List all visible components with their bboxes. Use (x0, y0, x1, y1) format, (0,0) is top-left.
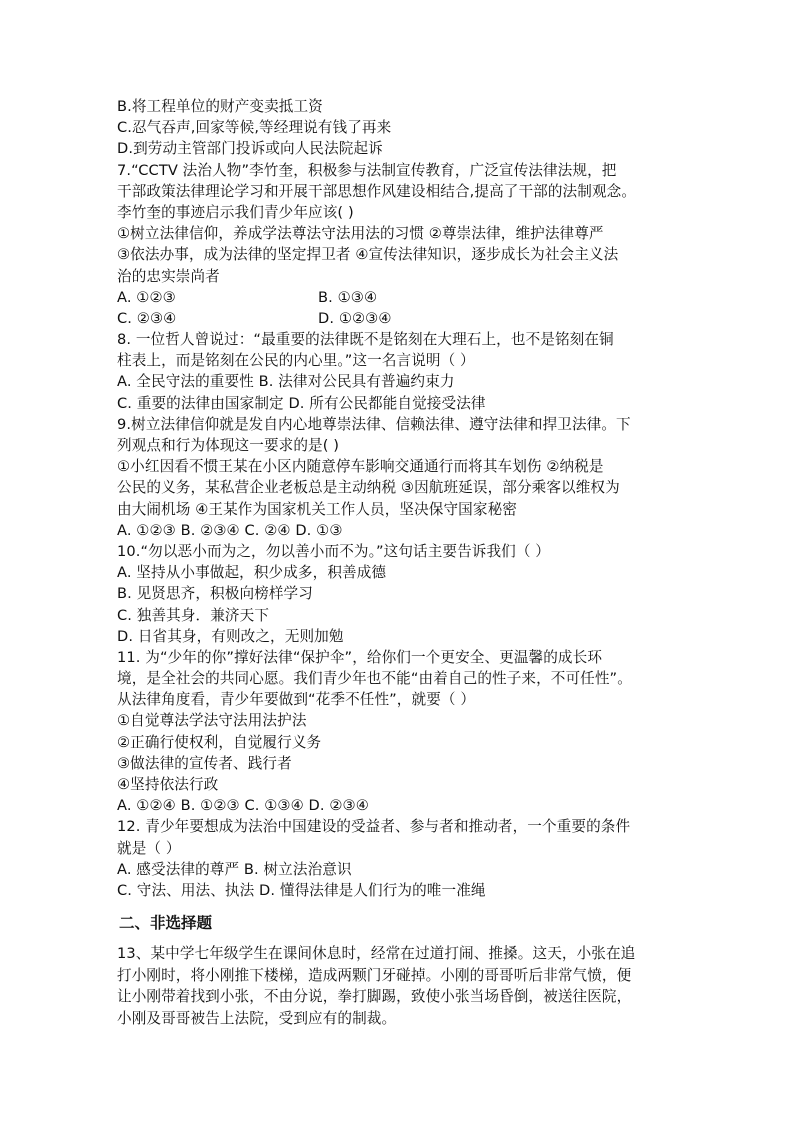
question-text-line: 就是（ ） (117, 839, 181, 857)
question-9 (117, 414, 687, 541)
question-text-line: 列观点和行为体现这一要求的是( ) (117, 437, 340, 454)
question-13 (117, 943, 687, 1029)
question-text-line: ③依法办事，成为法律的坚定捍卫者 ④宣传法律知识，逐步成长为社会主义法 (117, 246, 619, 264)
question-text-line: 从法律角度看，青少年要做到“花季不任性”，就要（ ） (117, 691, 476, 709)
question-10 (117, 541, 687, 647)
question-6-options (117, 96, 687, 160)
option-a: A. 坚持从小事做起，积少成多，积善成德 (117, 564, 387, 582)
question-text-line: 10.“勿以恶小而为之，勿以善小而不为。”这句话主要告诉我们（ ） (117, 542, 551, 560)
option-row: A. 全民守法的重要性 B. 法律对公民具有普遍约束力 (117, 373, 455, 391)
option-row: C. 守法、用法、执法 D. 懂得法律是人们行为的唯一准绳 (117, 881, 486, 899)
question-text-line: 13、某中学七年级学生在课间休息时，经常在过道打闹、推搡。这天，小张在追 (117, 945, 636, 963)
option-c: C.忍气吞声,回家等候,等经理说有钱了再来 (117, 119, 392, 137)
option-d: D. 日省其身，有则改之，无则加勉 (117, 627, 344, 645)
option-b: B. ①③④ (318, 288, 378, 306)
question-7 (117, 160, 687, 330)
question-text-line: 李竹奎的事迹启示我们青少年应该( ) (117, 203, 354, 221)
option-row (117, 287, 687, 308)
question-text-line: ①树立法律信仰，养成学法尊法守法用法的习惯 ②尊崇法律，维护法律尊严 (117, 225, 604, 243)
option-row: C. 重要的法律由国家制定 D. 所有公民都能自觉接受法律 (117, 394, 486, 412)
statement-item: ②正确行使权利，自觉履行义务 (117, 733, 322, 751)
exam-page (117, 96, 687, 1029)
question-text-line: 干部政策法律理论学习和开展干部思想作风建设相结合,提高了干部的法制观念。 (117, 182, 637, 200)
question-text-line: 柱表上，而是铭刻在公民的内心里。”这一名言说明（ ） (117, 352, 475, 370)
question-text-line: 境，是全社会的共同心愿。我们青少年也不能“由着自己的性子来，不可任性”。 (117, 670, 632, 688)
question-8 (117, 329, 687, 414)
question-text-line: 11. 为“少年的你”撑好法律“保护伞”，给你们一个更安全、更温馨的成长环 (117, 648, 603, 666)
question-text-line: 小刚及哥哥被告上法院，受到应有的制裁。 (117, 1009, 397, 1027)
question-text-line: ①小红因看不惯王某在小区内随意停车影响交通通行而将其车划伤 ②纳税是 (117, 458, 604, 476)
option-row: A. ①②③ B. ②③④ C. ②④ D. ①③ (117, 521, 343, 539)
section-heading: 二、非选择题 (119, 914, 213, 933)
question-text-line: 9.树立法律信仰就是发自内心地尊崇法律、信赖法律、遵守法律和捍卫法律。下 (117, 415, 631, 433)
option-c: C. ②③④ (117, 309, 177, 327)
option-c: C. 独善其身．兼济天下 (117, 606, 270, 624)
statement-item: ④坚持依法行政 (117, 776, 219, 793)
question-12 (117, 816, 687, 901)
question-11 (117, 647, 687, 817)
option-a: A. ①②③ (117, 288, 176, 306)
option-b: B. 见贤思齐，积极向榜样学习 (117, 585, 313, 603)
question-text-line: 公民的义务，某私营企业老板总是主动纳税 ③因航班延误，部分乘客以维权为 (117, 479, 620, 497)
statement-item: ①自觉尊法学法守法用法护法 (117, 712, 307, 730)
question-text-line: 由大闹机场 ④王某作为国家机关工作人员，坚决保守国家秘密 (117, 500, 517, 518)
option-row: A. ①②④ B. ①②③ C. ①③④ D. ②③④ (117, 797, 369, 815)
question-text-line: 让小刚带着找到小张，不由分说，拳打脚踢，致使小张当场昏倒，被送往医院， (117, 988, 632, 1006)
option-row: A. 感受法律的尊严 B. 树立法治意识 (117, 860, 352, 878)
option-d: D. ①②③④ (318, 309, 392, 327)
statement-item: ③做法律的宣传者、践行者 (117, 754, 292, 772)
option-b: B.将工程单位的财产变卖抵工资 (117, 98, 323, 115)
question-text-line: 打小刚时，将小刚推下楼梯，造成两颗门牙碰掉。小刚的哥哥听后非常气愤，便 (117, 966, 632, 984)
option-d: D.到劳动主管部门投诉或向人民法院起诉 (117, 140, 383, 158)
question-text-line: 8. 一位哲人曾说过：“最重要的法律既不是铭刻在大理石上，也不是铭刻在铜 (117, 331, 614, 349)
question-text-line: 12. 青少年要想成为法治中国建设的受益者、参与者和推动者，一个重要的条件 (117, 818, 631, 836)
option-row (117, 308, 687, 329)
question-text-line: 7.“CCTV 法治人物”李竹奎，积极参与法制宣传教育，广泛宣传法律法规，把 (117, 161, 617, 179)
question-text-line: 治的忠实崇尚者 (117, 267, 220, 285)
